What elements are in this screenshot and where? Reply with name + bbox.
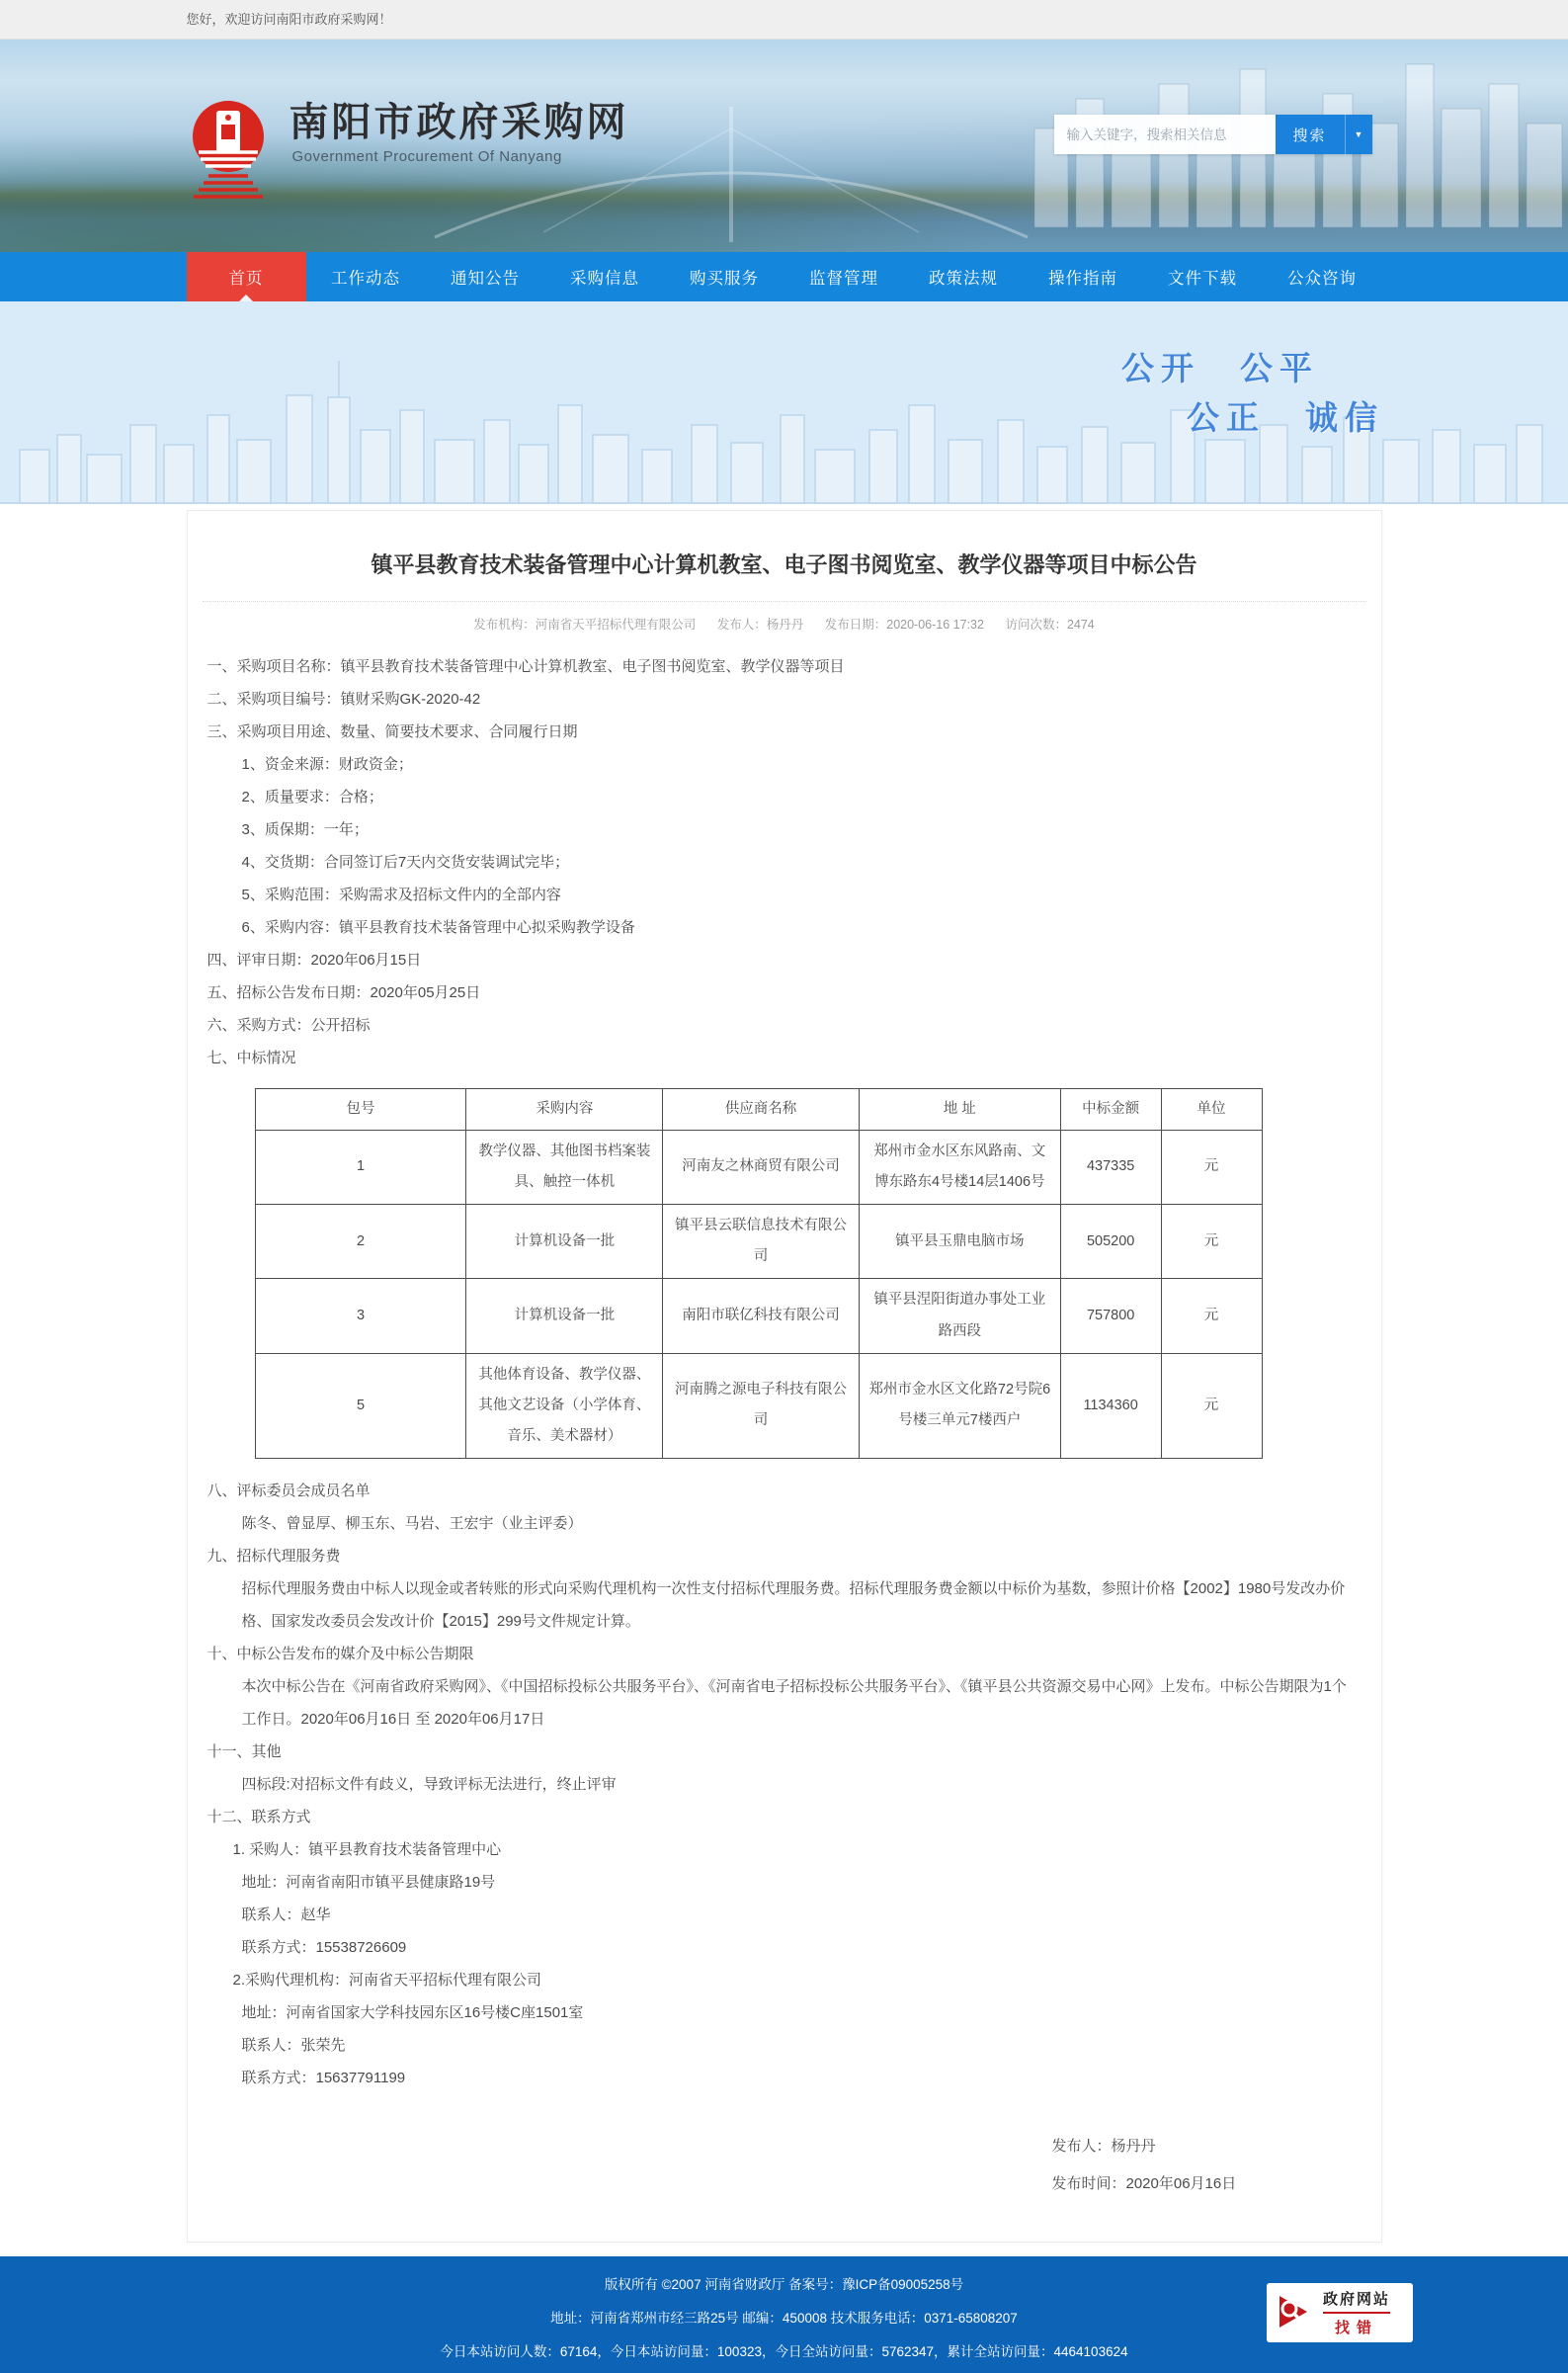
meta-agency: 发布机构：河南省天平招标代理有限公司	[473, 618, 697, 632]
site-logo-icon[interactable]	[187, 95, 270, 204]
col-content: 采购内容	[466, 1089, 663, 1131]
article-paragraph: 四标段:对招标文件有歧义，导致评标无法进行，终止评审	[241, 1776, 617, 1794]
article-paragraph: 三、采购项目用途、数量、简要技术要求、合同履行日期	[206, 723, 578, 740]
col-unit: 单位	[1161, 1089, 1262, 1131]
signature-date: 发布时间：2020年06月16日	[1051, 2174, 1237, 2192]
article-paragraph: 2.采购代理机构：河南省天平招标代理有限公司	[232, 1972, 542, 1990]
article-paragraph: 本次中标公告在《河南省政府采购网》、《中国招标投标公共服务平台》、《河南省电子招标投标公共服务平台》、《镇平县公共资源交易中心网》上发布。中标公告期限为1个工作日。2020年06月16日 至 2020年06月17日	[241, 1678, 1347, 1729]
article-paragraph: 四、评审日期：2020年06月15日	[206, 952, 422, 969]
table-row: 1 教学仪器、其他图书档案装具、触控一体机 河南友之林商贸有限公司 郑州市金水区东风路南、文博东路东4号楼14层1406号 437335 元	[255, 1130, 1262, 1204]
table-row: 3 计算机设备一批 南阳市联亿科技有限公司 镇平县涅阳街道办事处工业路西段 757800 元	[255, 1279, 1262, 1353]
col-supplier: 供应商名称	[663, 1089, 860, 1131]
article-paragraph: 1、资金来源：财政资金；	[241, 756, 413, 773]
article-paragraph: 联系人：赵华	[241, 1907, 331, 1924]
article-paragraph: 地址：河南省国家大学科技园东区16号楼C座1501室	[241, 2004, 584, 2022]
meta-date: 发布日期：2020-06-16 17:32	[824, 618, 984, 632]
footer-address: 地址：河南省郑州市经三路25号 邮编：450008 技术服务电话：0371-65808207	[550, 2311, 1018, 2327]
footer-stats: 今日本站访问人数：67164，今日本站访问量：100323，今日全站访问量：5762347，累计全站访问量：4464103624	[440, 2344, 1128, 2360]
article-paragraph: 七、中标情况	[206, 1050, 296, 1066]
site-subtitle: Government Procurement Of Nanyang	[291, 148, 562, 165]
meta-visits: 访问次数：2474	[1005, 618, 1095, 632]
signature-publisher: 发布人：杨丹丹	[1051, 2138, 1156, 2156]
article-paragraph: 联系方式：15538726609	[241, 1939, 407, 1957]
active-nav-pointer-icon	[239, 295, 253, 301]
table-row: 2 计算机设备一批 镇平县云联信息技术有限公司 镇平县玉鼎电脑市场 505200 元	[255, 1204, 1262, 1278]
article-paragraph: 联系方式：15637791199	[241, 2070, 406, 2087]
nav-item-downloads[interactable]: 文件下载	[1168, 270, 1237, 288]
main-navigation	[0, 252, 1568, 301]
article-title: 镇平县教育技术装备管理中心计算机教室、电子图书阅览室、教学仪器等项目中标公告	[371, 552, 1197, 577]
table-row: 5 其他体育设备、教学仪器、其他文艺设备（小学体育、音乐、美术器材） 河南腾之源电子科技有限公司 郑州市金水区文化路72号院6号楼三单元7楼西户 1134360 元	[255, 1353, 1262, 1459]
article-body	[188, 635, 1381, 2202]
award-table	[255, 1088, 1263, 1459]
article-paragraph: 2、质量要求：合格；	[241, 789, 383, 805]
col-amount: 中标金额	[1060, 1089, 1161, 1131]
article-paragraph: 六、采购方式：公开招标	[206, 1017, 371, 1034]
search-bar	[1054, 115, 1372, 154]
col-address: 地 址	[859, 1089, 1060, 1131]
article-paragraph: 联系人：张荣先	[241, 2037, 346, 2055]
nav-item-public-consult[interactable]: 公众咨询	[1287, 270, 1357, 288]
article-card	[187, 510, 1382, 2243]
nav-item-purchase-services[interactable]: 购买服务	[690, 270, 759, 288]
site-title[interactable]: 南阳市政府采购网	[289, 101, 629, 144]
nav-item-policies[interactable]: 政策法规	[929, 270, 998, 288]
site-header	[0, 40, 1568, 252]
article-paragraph: 地址：河南省南阳市镇平县健康路19号	[241, 1874, 496, 1892]
welcome-text: 您好，欢迎访问南阳市政府采购网！	[186, 12, 392, 27]
nav-item-procurement-info[interactable]: 采购信息	[570, 270, 639, 288]
slogan-line-1: 公开 公平	[1121, 350, 1319, 386]
nav-item-work-news[interactable]: 工作动态	[331, 270, 400, 288]
slogan-line-2: 公正 诚信	[1187, 399, 1384, 436]
article-paragraph: 4、交货期：合同签订后7天内交货安装调试完毕；	[241, 854, 570, 871]
article-meta	[203, 601, 1366, 635]
article-paragraph: 5、采购范围：采购需求及招标文件内的全部内容	[241, 887, 561, 903]
nav-item-supervision[interactable]: 监督管理	[809, 270, 878, 288]
article-paragraph: 1. 采购人：镇平县教育技术装备管理中心	[232, 1841, 502, 1859]
badge-title: 政府网站	[1323, 2288, 1390, 2314]
article-paragraph: 十、中标公告发布的媒介及中标公告期限	[206, 1646, 474, 1663]
article-paragraph: 陈冬、曾显厚、柳玉东、马岩、王宏宇（业主评委）	[241, 1515, 583, 1533]
main-content	[0, 504, 1568, 2256]
error-report-badge[interactable]	[1267, 2283, 1413, 2342]
search-button[interactable]: 搜索	[1276, 115, 1345, 154]
footer-copyright: 版权所有 ©2007 河南省财政厅 备案号：豫ICP备09005258号	[604, 2277, 964, 2293]
badge-subtitle: 找错	[1335, 2320, 1379, 2337]
welcome-bar	[0, 0, 1568, 40]
search-dropdown-caret-icon[interactable]: ▼	[1345, 115, 1372, 154]
signature-block	[1052, 2128, 1307, 2202]
table-header-row	[255, 1089, 1262, 1131]
article-paragraph: 十一、其他	[206, 1743, 282, 1761]
search-input[interactable]	[1054, 115, 1276, 154]
error-report-magnifier-icon	[1275, 2293, 1314, 2332]
article-paragraph: 十二、联系方式	[206, 1809, 311, 1826]
article-paragraph: 五、招标公告发布日期：2020年05月25日	[206, 984, 481, 1001]
col-package: 包号	[255, 1089, 466, 1131]
nav-item-guide[interactable]: 操作指南	[1048, 270, 1117, 288]
article-paragraph: 3、质保期：一年；	[241, 821, 369, 838]
meta-publisher: 发布人：杨丹丹	[716, 618, 804, 632]
article-paragraph: 二、采购项目编号：镇财采购GK-2020-42	[206, 691, 481, 708]
nav-item-home[interactable]: 首页	[187, 252, 306, 301]
article-paragraph: 八、评标委员会成员名单	[206, 1483, 371, 1500]
nav-item-notices[interactable]: 通知公告	[451, 270, 520, 288]
article-paragraph: 6、采购内容：镇平县教育技术装备管理中心拟采购教学设备	[241, 919, 635, 936]
article-paragraph: 九、招标代理服务费	[206, 1548, 341, 1566]
article-paragraph: 一、采购项目名称：镇平县教育技术装备管理中心计算机教室、电子图书阅览室、教学仪器等项目	[206, 658, 845, 675]
slogan-banner	[0, 301, 1568, 504]
site-footer	[0, 2256, 1568, 2373]
article-paragraph: 招标代理服务费由中标人以现金或者转账的形式向采购代理机构一次性支付招标代理服务费。招标代理服务费金额以中标价为基数，参照计价格【2002】1980号发改办价格、国家发改委员会发改计价【2015】299号文件规定计算。	[241, 1580, 1346, 1631]
